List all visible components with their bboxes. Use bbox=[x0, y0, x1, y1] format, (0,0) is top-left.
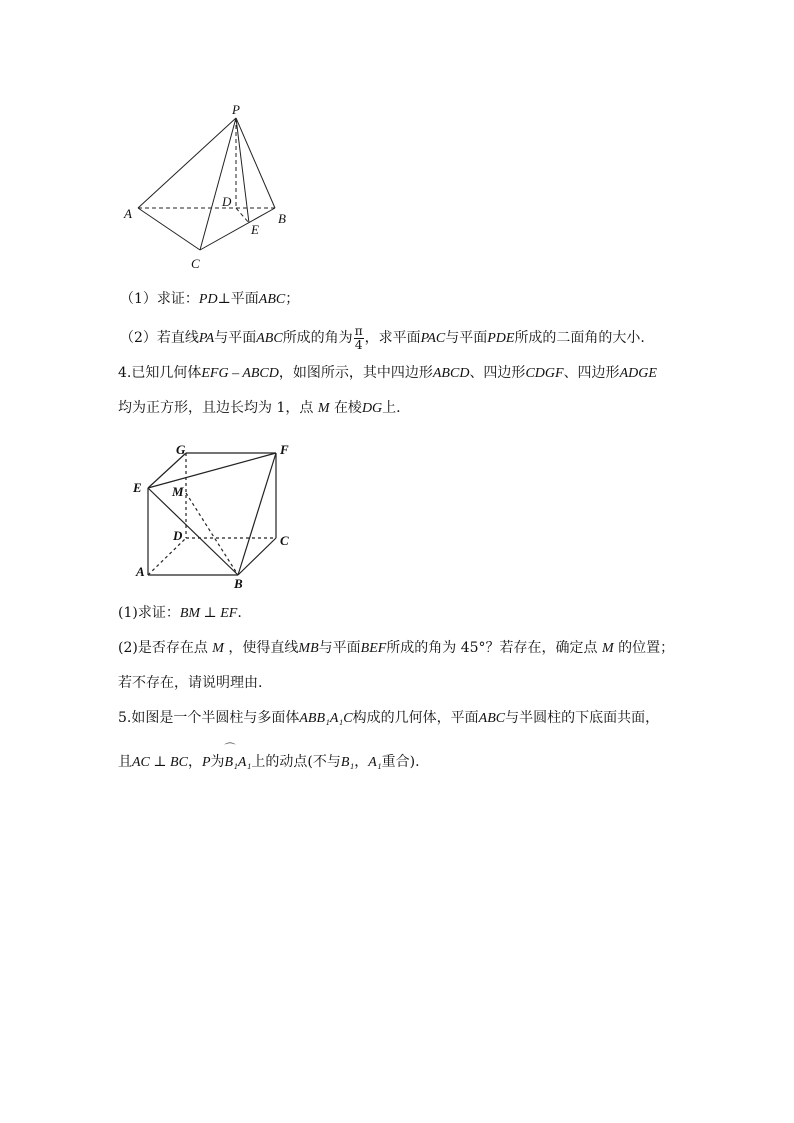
label-a: A bbox=[136, 564, 145, 579]
q4-line1: 4.已知几何体EFG – ABCD，如图所示，其中四边形ABCD、四边形CDGF、四边形ADGE bbox=[118, 365, 657, 381]
fraction-pi-over-4: $\frac{\pi}{4}$ bbox=[354, 323, 363, 352]
figure-solid bbox=[128, 438, 303, 590]
q4-line2: 均为正方形，且边长均为 1，点 M 在棱DG上. bbox=[118, 400, 401, 416]
label-c: C bbox=[280, 533, 289, 548]
q3-part2: （2）若直线PA与平面ABC所成的角为 $\frac{\pi}{4}$ ，求平面PAC与平面PDE所成的二面角的大小. bbox=[120, 323, 645, 352]
label-f: F bbox=[280, 442, 289, 457]
label-g: G bbox=[176, 442, 186, 457]
label-e: E bbox=[133, 480, 142, 495]
q4-part2b: 若不存在，请说明理由. bbox=[118, 675, 263, 691]
label-b: B bbox=[234, 576, 243, 590]
edge-ad bbox=[148, 538, 186, 575]
arc-b1a1: ⌒ B₁A₁ bbox=[224, 742, 252, 770]
label-e: E bbox=[251, 222, 259, 237]
label-m: M bbox=[172, 484, 184, 499]
label-d: D bbox=[173, 528, 183, 543]
edge-ac bbox=[138, 208, 200, 250]
q3-part1: （1）求证：PD⊥平面ABC； bbox=[120, 291, 300, 307]
edge-cb bbox=[200, 208, 275, 250]
q4-part1: (1)求证：BM ⊥ EF. bbox=[118, 605, 242, 621]
q5-line1: 5.如图是一个半圆柱与多面体ABB₁A₁C构成的几何体，平面ABC与半圆柱的下底面共面， bbox=[118, 710, 660, 726]
q5-line2: 且AC ⊥ BC，P为 ⌒ B₁A₁上的动点(不与B₁，A₁重合). bbox=[118, 752, 420, 773]
edge-mb bbox=[186, 493, 238, 575]
edge-pc bbox=[200, 118, 236, 250]
label-d: D bbox=[222, 194, 232, 209]
figure-pyramid bbox=[118, 100, 308, 275]
q4-part2a: (2)是否存在点 M ，使得直线MB与平面BEF所成的角为 45°？若存在，确定点 M 的位置； bbox=[118, 640, 675, 656]
label-p: P bbox=[232, 102, 240, 117]
label-c: C bbox=[191, 256, 200, 271]
label-a: A bbox=[124, 206, 132, 221]
arc-mark-icon: ⌒ bbox=[224, 742, 236, 755]
label-b: B bbox=[278, 211, 286, 226]
